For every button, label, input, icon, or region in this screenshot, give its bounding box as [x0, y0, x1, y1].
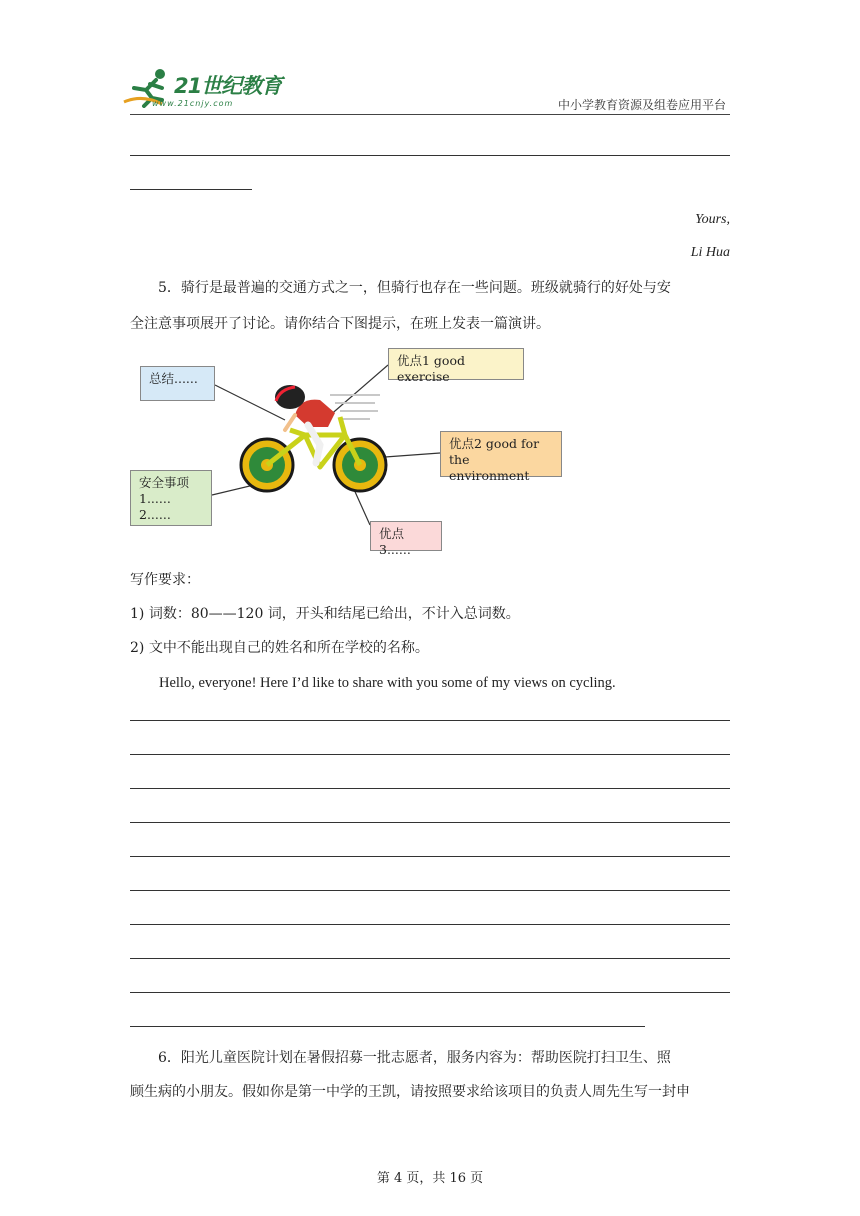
cycling-diagram	[130, 345, 570, 555]
safety-item-2: 2......	[139, 507, 171, 522]
writing-line	[130, 924, 730, 925]
question-5-line-1: 5．骑行是最普遍的交通方式之一，但骑行也存在一些问题。班级就骑行的好处与安	[158, 280, 671, 296]
writing-line	[130, 856, 730, 857]
writing-line	[130, 992, 730, 993]
letter-signature: Li Hua	[690, 245, 730, 260]
requirement-1: 1) 词数：80——120 词，开头和结尾已给出，不计入总词数。	[130, 606, 520, 622]
header-divider	[130, 114, 730, 115]
question-6-line-1: 6．阳光儿童医院计划在暑假招募一批志愿者，服务内容为：帮助医院打扫卫生、照	[158, 1050, 671, 1066]
writing-line	[130, 890, 730, 891]
writing-line	[130, 720, 730, 721]
safety-item-1: 1......	[139, 491, 171, 506]
advantage-2-box: 优点2 good for the environment	[440, 431, 562, 477]
logo-text: 21世纪教育	[174, 74, 282, 98]
writing-line	[130, 754, 730, 755]
safety-title: 安全事项	[139, 475, 190, 490]
safety-box	[130, 470, 212, 526]
advantage-3-box: 优点3......	[370, 521, 442, 551]
requirement-2: 2) 文中不能出现自己的姓名和所在学校的名称。	[130, 640, 429, 656]
writing-line	[130, 822, 730, 823]
writing-line	[130, 1026, 645, 1027]
answer-line	[130, 155, 730, 156]
letter-closing: Yours,	[695, 212, 730, 227]
requirements-title: 写作要求：	[130, 572, 200, 588]
page-number: 第 4 页，共 16 页	[376, 1171, 484, 1186]
advantage-1-box: 优点1 good exercise	[388, 348, 524, 380]
summary-box: 总结......	[140, 366, 215, 401]
writing-line	[130, 788, 730, 789]
writing-line	[130, 958, 730, 959]
header-platform-text: 中小学教育资源及组卷应用平台	[557, 98, 726, 112]
speech-opening: Hello, everyone! Here I’d like to share with you some of my views on cycling.	[159, 675, 616, 691]
site-logo	[122, 66, 292, 116]
question-6-line-2: 顾生病的小朋友。假如你是第一中学的王凯，请按照要求给该项目的负责人周先生写一封申	[130, 1084, 690, 1100]
question-5-prompt	[130, 270, 730, 306]
answer-line	[130, 189, 252, 190]
logo-url: www.21cnjy.com	[152, 99, 234, 108]
question-5-line-2: 全注意事项展开了讨论。请你结合下图提示，在班上发表一篇演讲。	[130, 316, 550, 332]
